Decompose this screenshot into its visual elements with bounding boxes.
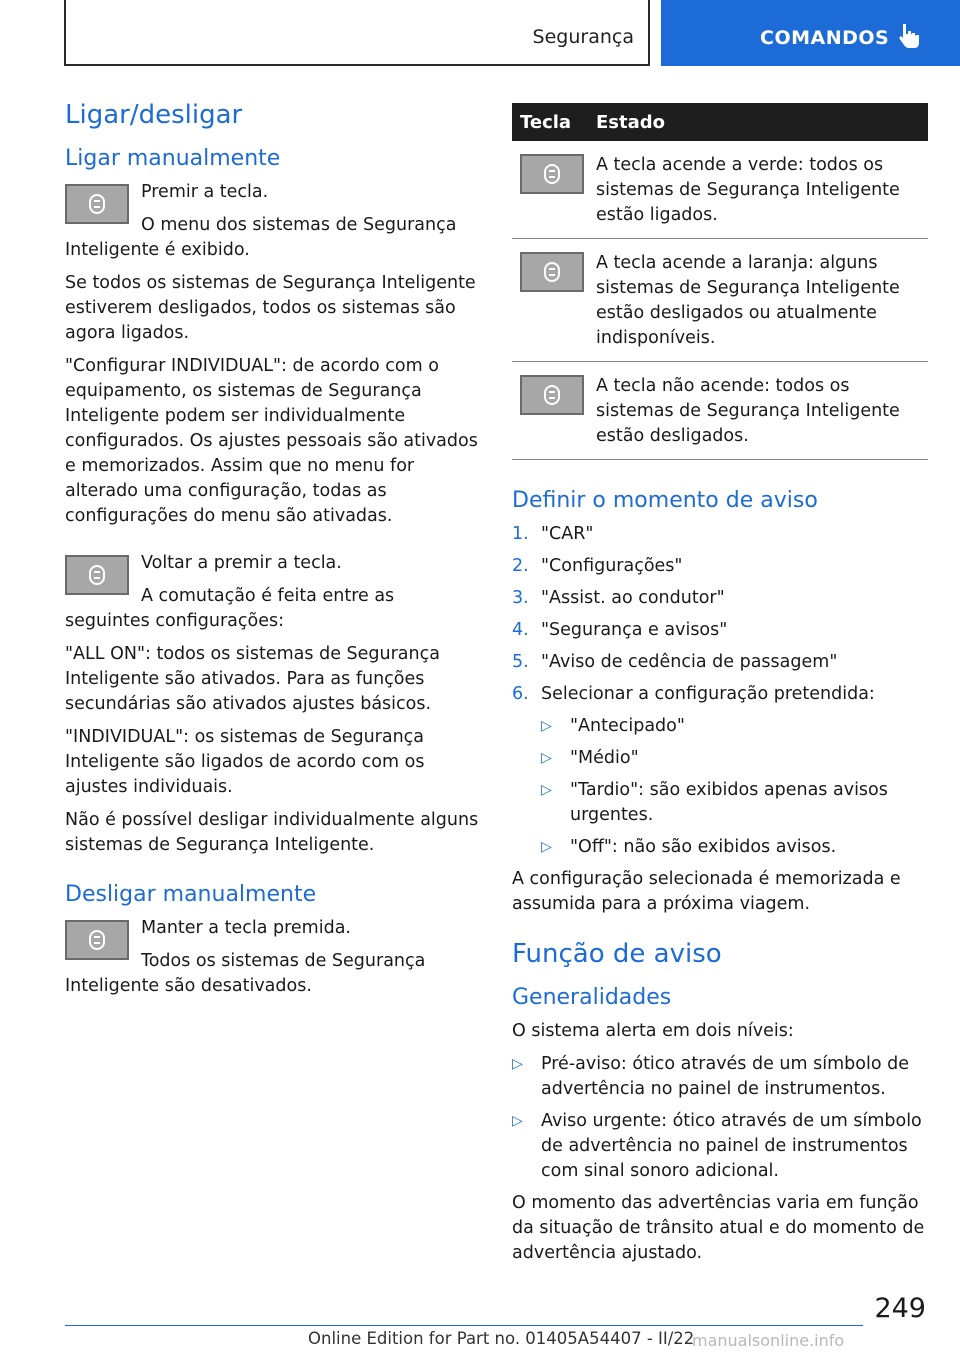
header-tab-label: COMANDOS [760,27,890,49]
safety-button-icon [520,154,584,194]
header-tab-commands[interactable] [661,0,960,66]
state-table-header [512,103,928,141]
text-all-on: "ALL ON": todos os sistemas de Segurança Inteligente são ativados. Para as funções secundárias são ativados ajustes básicos. [65,644,440,714]
heading-manual-on: Ligar manualmente [65,146,281,171]
table-col-key: Tecla [520,112,572,133]
safety-button-icon [520,252,584,292]
right-column [512,103,928,1274]
list-item: 4. "Segurança e avisos" [512,620,728,640]
list-item: 1. "CAR" [512,524,594,544]
header-section-title: Segurança [532,26,634,48]
text-hold-key: Manter a tecla premida. [141,918,351,938]
text-two-levels: O sistema alerta em dois níveis: [512,1021,794,1041]
text-warning-timing: O momento das advertências varia em função da situação de trânsito atual e do momento de advertência ajustado. [512,1193,925,1263]
heading-warning-function: Função de aviso [512,939,722,969]
key-paragraph-3 [65,916,480,999]
text-press-again: Voltar a premir a tecla. [141,553,342,573]
watermark: manualsonline.info [692,1331,845,1350]
text-menu-shown: O menu dos sistemas de Segurança Inteligente é exibido. [65,215,457,260]
text-switch-configs: A comutação é feita entre as seguintes configurações: [65,586,395,631]
pointing-hand-icon [897,22,923,50]
heading-on-off: Ligar/desligar [65,100,243,130]
text-setting-saved: A configuração selecionada é memorizada e assumida para a próxima viagem. [512,869,901,914]
list-item: ▷ Pré-aviso: ótico através de um símbolo de advertência no painel de instrumentos. [512,1052,928,1102]
table-cell-state: A tecla acende a laranja: alguns sistemas de Segurança Inteligente estão desligados ou atualmente indisponíveis. [596,253,900,348]
levels-list [512,1052,928,1184]
text-individual: "INDIVIDUAL": os sistemas de Segurança Inteligente são ligados de acordo com os ajustes individuais. [65,727,425,797]
left-column [65,98,480,1007]
footer-divider [65,1325,863,1326]
key-paragraph-1 [65,180,480,263]
table-cell-state: A tecla não acende: todos os sistemas de Segurança Inteligente estão desligados. [596,376,900,446]
list-item: ▷ "Off": não são exibidos avisos. [541,835,928,860]
header-section-box [64,0,650,66]
heading-general: Generalidades [512,985,672,1010]
key-paragraph-2 [65,551,480,634]
list-item: 6. Selecionar a configuração pretendida: [512,684,875,704]
table-row [512,239,928,362]
steps-list [512,522,928,707]
heading-manual-off: Desligar manualmente [65,882,317,907]
table-row [512,141,928,239]
heading-warning-time: Definir o momento de aviso [512,488,818,513]
text-all-deactivated: Todos os sistemas de Segurança Inteligente são desativados. [65,951,426,996]
list-item: ▷ "Médio" [541,746,928,771]
list-item: 2. "Configurações" [512,556,683,576]
list-item: ▷ "Antecipado" [541,714,928,739]
text-individual-config: "Configurar INDIVIDUAL": de acordo com o equipamento, os sistemas de Segurança Inteligente podem ser individualmente configurados. Os ajustes pessoais são ativados e memorizados. Assim que no menu for alterado uma configuração, todas as configurações do menu são ativadas. [65,356,478,526]
list-item: 5. "Aviso de cedência de passagem" [512,652,838,672]
table-cell-state: A tecla acende a verde: todos os sistemas de Segurança Inteligente estão ligados. [596,155,900,225]
footer-edition: Online Edition for Part no. 01405A54407 - II/22 [308,1329,695,1348]
safety-button-icon [65,920,129,960]
safety-button-icon [520,375,584,415]
safety-button-icon [65,555,129,595]
text-cannot-disable: Não é possível desligar individualmente alguns sistemas de Segurança Inteligente. [65,810,479,855]
safety-button-icon [65,184,129,224]
page-number: 249 [874,1293,926,1324]
options-list [541,714,928,860]
table-col-state: Estado [596,112,666,133]
text-press-key: Premir a tecla. [141,182,269,202]
table-row [512,362,928,460]
list-item: 3. "Assist. ao condutor" [512,588,725,608]
text-all-off: Se todos os sistemas de Segurança Inteligente estiverem desligados, todos os sistemas são agora ligados. [65,273,476,343]
list-item: ▷ Aviso urgente: ótico através de um símbolo de advertência no painel de instrumentos com sinal sonoro adicional. [512,1109,928,1184]
list-item: ▷ "Tardio": são exibidos apenas avisos urgentes. [541,778,928,828]
